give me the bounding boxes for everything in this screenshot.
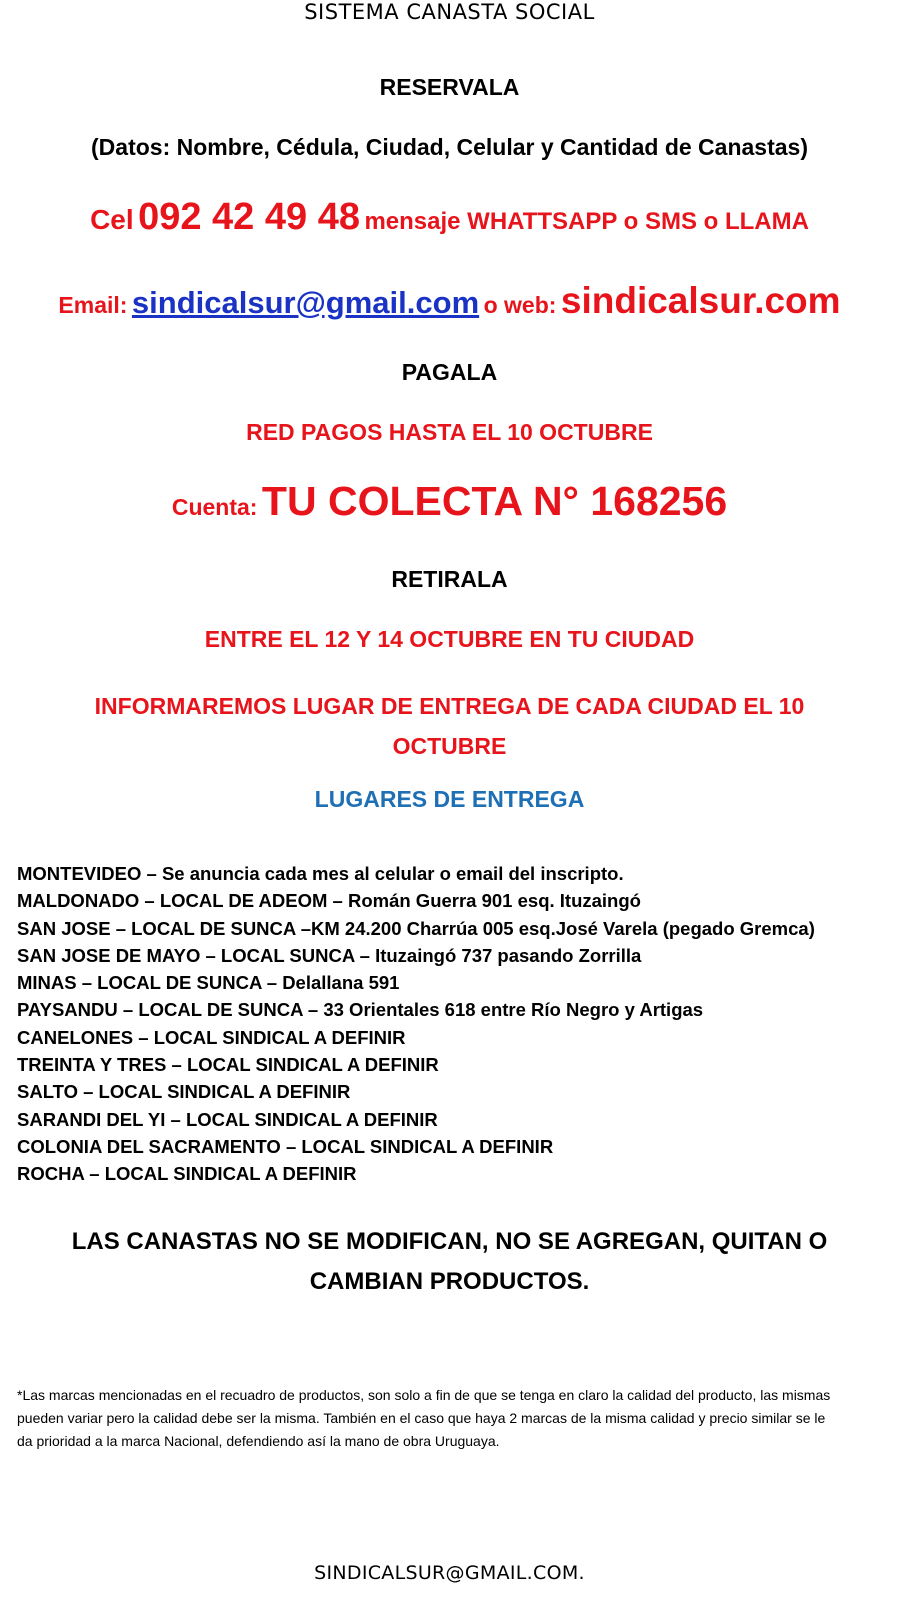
header-title: SISTEMA CANASTA SOCIAL bbox=[304, 0, 595, 24]
list-item: MONTEVIDEO – Se anuncia cada mes al celular o email del inscripto. bbox=[17, 863, 624, 884]
email-line bbox=[0, 280, 899, 322]
email-link[interactable]: sindicalsur@gmail.com bbox=[131, 285, 480, 320]
list-item: SAN JOSE – LOCAL DE SUNCA –KM 24.200 Charrúa 005 esq.José Varela (pegado Gremca) bbox=[17, 917, 815, 939]
list-item: COLONIA DEL SACRAMENTO – LOCAL SINDICAL A DEFINIR bbox=[17, 1135, 554, 1157]
pickup-dates: ENTRE EL 12 Y 14 OCTUBRE EN TU CIUDAD bbox=[204, 626, 695, 652]
web-link[interactable]: sindicalsur.com bbox=[560, 280, 841, 321]
account-line bbox=[0, 478, 899, 525]
footnote-line3: da prioridad a la marca Nacional, defendiendo así la mano de obra Uruguaya. bbox=[17, 1433, 500, 1449]
list-item: SAN JOSE DE MAYO – LOCAL SUNCA – Ituzaingó 737 pasando Zorrilla bbox=[17, 944, 642, 966]
list-item: PAYSANDU – LOCAL DE SUNCA – 33 Orientales 618 entre Río Negro y Artigas bbox=[17, 999, 704, 1021]
list-item: MALDONADO – LOCAL DE ADEOM – Román Guerra 901 esq. Ituzaingó bbox=[17, 890, 641, 912]
cel-number: 092 42 49 48 bbox=[138, 196, 360, 238]
footnote bbox=[17, 1384, 887, 1453]
list-item: MINAS – LOCAL DE SUNCA – Delallana 591 bbox=[17, 972, 400, 994]
cel-suffix: mensaje WHATTSAPP o SMS o LLAMA bbox=[364, 208, 809, 235]
pickup-info-line2: OCTUBRE bbox=[392, 733, 507, 759]
cel-line bbox=[0, 196, 899, 239]
reserve-heading: RESERVALA bbox=[379, 74, 520, 100]
notice-line1: LAS CANASTAS NO SE MODIFICAN, NO SE AGREGAN, QUITAN O bbox=[71, 1228, 828, 1255]
notice-line2: CAMBIAN PRODUCTOS. bbox=[309, 1268, 590, 1295]
cel-label: Cel bbox=[90, 204, 134, 235]
pickup-heading: RETIRALA bbox=[391, 566, 508, 592]
account-label: Cuenta: bbox=[171, 494, 258, 520]
pay-heading: PAGALA bbox=[401, 359, 498, 385]
reserve-data-line: (Datos: Nombre, Cédula, Ciudad, Celular y Cantidad de Canastas) bbox=[91, 134, 808, 160]
locations-list bbox=[17, 860, 815, 1188]
footnote-line1: *Las marcas mencionadas en el recuadro de productos, son solo a fin de que se tenga en claro la calidad del producto, las mismas bbox=[17, 1387, 831, 1403]
notice bbox=[0, 1222, 899, 1302]
list-item: TREINTA Y TRES – LOCAL SINDICAL A DEFINIR bbox=[17, 1054, 439, 1076]
account-value: TU COLECTA N° 168256 bbox=[261, 478, 728, 524]
pickup-info bbox=[0, 686, 899, 766]
list-item: SARANDI DEL YI – LOCAL SINDICAL A DEFINIR bbox=[17, 1108, 438, 1130]
web-label: o web: bbox=[483, 292, 557, 318]
footnote-line2: pueden variar pero la calidad debe ser la misma. También en el caso que haya 2 marcas de la misma calidad y precio similar se le bbox=[17, 1410, 826, 1426]
locations-heading: LUGARES DE ENTREGA bbox=[314, 786, 585, 812]
list-item: ROCHA – LOCAL SINDICAL A DEFINIR bbox=[17, 1163, 357, 1185]
email-label: Email: bbox=[58, 292, 128, 318]
list-item: SALTO – LOCAL SINDICAL A DEFINIR bbox=[17, 1081, 351, 1103]
pickup-info-line1: INFORMAREMOS LUGAR DE ENTREGA DE CADA CIUDAD EL 10 bbox=[94, 693, 805, 719]
footer-email: SINDICALSUR@GMAIL.COM. bbox=[314, 1562, 585, 1584]
list-item: CANELONES – LOCAL SINDICAL A DEFINIR bbox=[17, 1026, 406, 1048]
pay-method: RED PAGOS HASTA EL 10 OCTUBRE bbox=[246, 419, 653, 445]
